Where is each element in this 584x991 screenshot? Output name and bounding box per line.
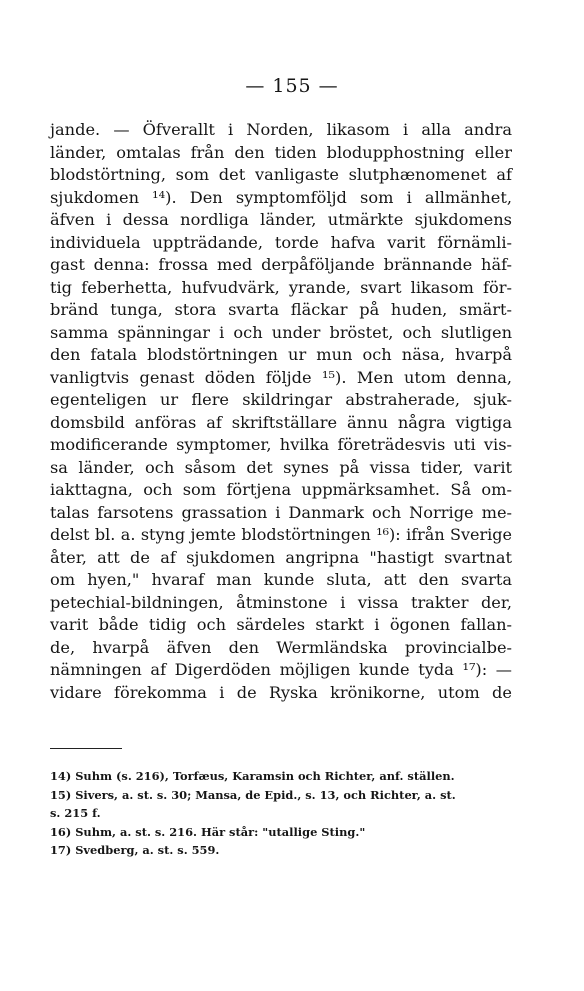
text-line: individuela uppträdande, torde hafva varit förnämli- xyxy=(50,232,512,252)
text-line: jande. — Öfverallt i Norden, likasom i alla andra xyxy=(50,120,512,139)
text-line: talas farsotens grassation i Danmark och Norrige me- xyxy=(50,502,512,522)
text-line: delst bl. a. styng jemte blodstörtningen ¹⁶): ifrån Sverige xyxy=(50,525,512,544)
text-line: varit både tidig och särdeles starkt i ögonen fallan- xyxy=(50,615,512,634)
footnote-14: 14) Suhm (s. 216), Torfæus, Karamsin och Richter, anf. ställen. xyxy=(50,769,455,783)
page-number: — 155 — xyxy=(245,75,339,97)
text-line: den fatala blodstörtningen ur mun och näsa, hvarpå xyxy=(50,345,512,364)
footnote-divider xyxy=(50,748,122,749)
text-line: vanligtvis genast döden följde ¹⁵). Men utom denna, xyxy=(50,367,512,387)
text-line: sjukdomen ¹⁴). Den symptomföljd som i allmänhet, xyxy=(50,187,512,207)
text-line: gast denna: frossa med derpåföljande brännande häf- xyxy=(50,255,512,274)
text-line: sa länder, och såsom det synes på vissa tider, varit xyxy=(50,457,512,477)
text-line: de, hvarpå äfven den Wermländska provincialbe- xyxy=(50,637,512,657)
text-line: om hyen," hvaraf man kunde sluta, att den svarta xyxy=(50,570,512,589)
footnotes xyxy=(50,767,512,860)
footnote-15-continuation: s. 215 f. xyxy=(50,806,101,821)
text-line: iakttagna, och som förtjena uppmärksamhet. Så om- xyxy=(50,480,512,499)
text-line: länder, omtalas från den tiden blodupphostning eller xyxy=(50,142,512,162)
body-text xyxy=(50,119,512,704)
footnote-15: 15) Sivers, a. st. s. 30; Mansa, de Epid., s. 13, och Richter, a. st. xyxy=(50,787,456,802)
text-line: tig feberhetta, hufvudvärk, yrande, svart likasom för- xyxy=(50,277,512,297)
text-line: nämningen af Digerdöden möjligen kunde tyda ¹⁷): — xyxy=(50,660,512,679)
text-line: äfven i dessa nordliga länder, utmärkte sjukdomens xyxy=(50,210,512,229)
footnote-16: 16) Suhm, a. st. s. 216. Här står: "utallige Sting." xyxy=(50,824,366,839)
footnote-17: 17) Svedberg, a. st. s. 559. xyxy=(50,843,220,858)
text-line: blodstörtning, som det vanligaste slutphænomenet af xyxy=(50,165,512,184)
text-line: modificerande symptomer, hvilka företrädesvis uti vis- xyxy=(50,435,512,454)
text-line: domsbild anföras af skriftställare ännu några vigtiga xyxy=(50,412,512,432)
text-line: samma spänningar i och under bröstet, och slutligen xyxy=(50,322,512,342)
text-line: petechial-bildningen, åtminstone i vissa trakter der, xyxy=(50,592,512,612)
text-line: åter, att de af sjukdomen angripna "hastigt svartnat xyxy=(50,547,512,567)
text-line: vidare förekomma i de Ryska krönikorne, utom de xyxy=(50,682,512,702)
text-line: egenteligen ur flere skildringar abstraherade, sjuk- xyxy=(50,390,512,409)
text-line: bränd tunga, stora svarta fläckar på huden, smärt- xyxy=(50,300,512,319)
